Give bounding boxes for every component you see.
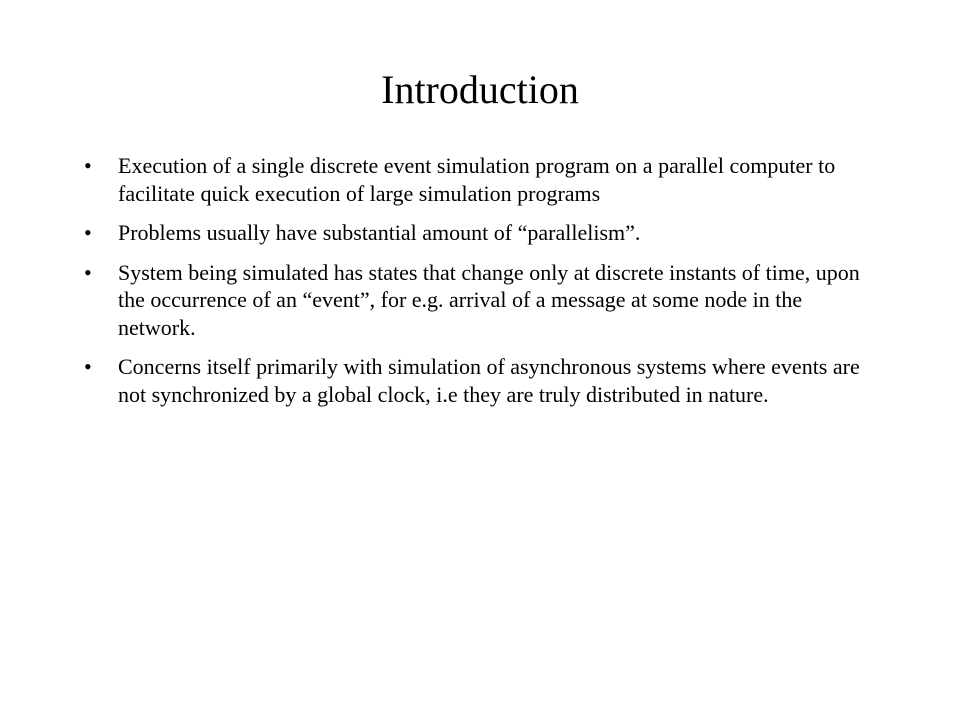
bullet-icon: • bbox=[84, 220, 92, 245]
bullet-text: Execution of a single discrete event simulation program on a parallel computer to facilitate quick execution of large simulation programs bbox=[118, 153, 836, 206]
bullet-item bbox=[84, 259, 884, 342]
bullet-icon: • bbox=[84, 354, 92, 379]
bullet-item bbox=[84, 353, 884, 408]
bullet-list bbox=[84, 152, 884, 420]
bullet-text: System being simulated has states that change only at discrete instants of time, upon the occurrence of an “event”, for e.g. arrival of a message at some node in the network. bbox=[118, 259, 860, 340]
bullet-text: Problems usually have substantial amount of “parallelism”. bbox=[118, 220, 641, 245]
bullet-icon: • bbox=[84, 153, 92, 178]
bullet-item bbox=[84, 152, 884, 207]
bullet-text: Concerns itself primarily with simulation of asynchronous systems where events are not synchronized by a global clock, i.e they are truly distributed in nature. bbox=[118, 354, 860, 407]
bullet-item bbox=[84, 219, 884, 247]
bullet-icon: • bbox=[84, 259, 92, 285]
slide-title: Introduction bbox=[381, 67, 579, 112]
